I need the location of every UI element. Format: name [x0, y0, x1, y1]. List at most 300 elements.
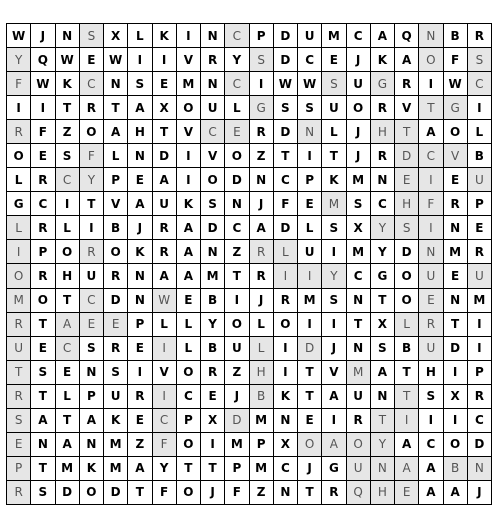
grid-cell[interactable]: M	[104, 433, 128, 457]
grid-cell[interactable]: M	[322, 24, 346, 48]
grid-cell[interactable]: L	[395, 313, 419, 337]
grid-cell[interactable]: O	[7, 264, 31, 288]
grid-cell[interactable]: Y	[7, 48, 31, 72]
grid-cell[interactable]: P	[7, 457, 31, 481]
grid-cell[interactable]: W	[104, 48, 128, 72]
grid-cell[interactable]: W	[153, 289, 177, 313]
grid-cell[interactable]: J	[298, 457, 322, 481]
grid-cell[interactable]: J	[347, 144, 371, 168]
grid-cell[interactable]: H	[419, 361, 443, 385]
grid-cell[interactable]: N	[298, 120, 322, 144]
grid-cell[interactable]: T	[347, 313, 371, 337]
grid-cell[interactable]: Y	[371, 433, 395, 457]
grid-cell[interactable]: P	[225, 457, 249, 481]
grid-cell[interactable]: P	[250, 433, 274, 457]
grid-cell[interactable]: J	[347, 120, 371, 144]
grid-cell[interactable]: R	[31, 168, 55, 192]
grid-cell[interactable]: U	[419, 337, 443, 361]
grid-cell[interactable]: O	[104, 240, 128, 264]
grid-cell[interactable]: V	[444, 144, 468, 168]
grid-cell[interactable]: U	[104, 385, 128, 409]
grid-cell[interactable]: D	[298, 337, 322, 361]
grid-cell[interactable]: E	[468, 216, 492, 240]
grid-cell[interactable]: S	[80, 24, 104, 48]
grid-cell[interactable]: A	[177, 216, 201, 240]
grid-cell[interactable]: C	[153, 409, 177, 433]
grid-cell[interactable]: E	[153, 72, 177, 96]
grid-cell[interactable]: S	[128, 72, 152, 96]
grid-cell[interactable]: Q	[31, 48, 55, 72]
grid-cell[interactable]: E	[104, 313, 128, 337]
grid-cell[interactable]: M	[347, 168, 371, 192]
grid-cell[interactable]: A	[419, 481, 443, 505]
grid-cell[interactable]: C	[419, 144, 443, 168]
grid-cell[interactable]: K	[80, 457, 104, 481]
grid-cell[interactable]: I	[468, 313, 492, 337]
grid-cell[interactable]: D	[104, 289, 128, 313]
grid-cell[interactable]: V	[201, 144, 225, 168]
grid-cell[interactable]: J	[322, 337, 346, 361]
grid-cell[interactable]: D	[274, 24, 298, 48]
grid-cell[interactable]: T	[395, 120, 419, 144]
grid-cell[interactable]: T	[371, 289, 395, 313]
grid-cell[interactable]: O	[347, 433, 371, 457]
grid-cell[interactable]: M	[298, 289, 322, 313]
grid-cell[interactable]: J	[201, 481, 225, 505]
grid-cell[interactable]: F	[274, 192, 298, 216]
grid-cell[interactable]: V	[177, 120, 201, 144]
grid-cell[interactable]: S	[322, 216, 346, 240]
grid-cell[interactable]: L	[322, 120, 346, 144]
grid-cell[interactable]: N	[274, 409, 298, 433]
grid-cell[interactable]: M	[322, 192, 346, 216]
grid-cell[interactable]: U	[347, 72, 371, 96]
grid-cell[interactable]: R	[7, 313, 31, 337]
grid-cell[interactable]: O	[177, 361, 201, 385]
grid-cell[interactable]: X	[444, 385, 468, 409]
grid-cell[interactable]: B	[201, 337, 225, 361]
grid-cell[interactable]: C	[225, 24, 249, 48]
grid-cell[interactable]: A	[395, 457, 419, 481]
grid-cell[interactable]: K	[153, 24, 177, 48]
grid-cell[interactable]: R	[31, 216, 55, 240]
grid-cell[interactable]: P	[468, 361, 492, 385]
grid-cell[interactable]: T	[31, 457, 55, 481]
grid-cell[interactable]: N	[347, 289, 371, 313]
grid-cell[interactable]: I	[128, 48, 152, 72]
grid-cell[interactable]: J	[250, 289, 274, 313]
grid-cell[interactable]: I	[419, 168, 443, 192]
grid-cell[interactable]: W	[298, 72, 322, 96]
grid-cell[interactable]: R	[7, 120, 31, 144]
grid-cell[interactable]: S	[31, 481, 55, 505]
grid-cell[interactable]: G	[322, 457, 346, 481]
grid-cell[interactable]: M	[201, 264, 225, 288]
grid-cell[interactable]: Z	[56, 120, 80, 144]
grid-cell[interactable]: M	[250, 457, 274, 481]
grid-cell[interactable]: K	[274, 385, 298, 409]
grid-cell[interactable]: S	[201, 192, 225, 216]
grid-cell[interactable]: F	[419, 192, 443, 216]
grid-cell[interactable]: B	[444, 457, 468, 481]
grid-cell[interactable]: T	[298, 361, 322, 385]
grid-cell[interactable]: E	[31, 337, 55, 361]
grid-cell[interactable]: A	[56, 433, 80, 457]
grid-cell[interactable]: A	[56, 313, 80, 337]
grid-cell[interactable]: I	[444, 409, 468, 433]
grid-cell[interactable]: O	[225, 144, 249, 168]
grid-cell[interactable]: U	[419, 264, 443, 288]
grid-cell[interactable]: D	[444, 337, 468, 361]
grid-cell[interactable]: F	[153, 433, 177, 457]
grid-cell[interactable]: R	[201, 48, 225, 72]
grid-cell[interactable]: E	[444, 264, 468, 288]
grid-cell[interactable]: M	[468, 289, 492, 313]
grid-cell[interactable]: O	[80, 120, 104, 144]
grid-cell[interactable]: A	[177, 240, 201, 264]
grid-cell[interactable]: T	[395, 385, 419, 409]
grid-cell[interactable]: T	[395, 361, 419, 385]
grid-cell[interactable]: K	[177, 192, 201, 216]
grid-cell[interactable]: E	[201, 385, 225, 409]
grid-cell[interactable]: D	[274, 48, 298, 72]
grid-cell[interactable]: H	[371, 120, 395, 144]
grid-cell[interactable]: E	[395, 168, 419, 192]
grid-cell[interactable]: F	[31, 120, 55, 144]
grid-cell[interactable]: F	[225, 481, 249, 505]
grid-cell[interactable]: R	[153, 216, 177, 240]
grid-cell[interactable]: O	[31, 289, 55, 313]
grid-cell[interactable]: U	[201, 96, 225, 120]
grid-cell[interactable]: C	[468, 409, 492, 433]
grid-cell[interactable]: S	[419, 385, 443, 409]
grid-cell[interactable]: R	[7, 385, 31, 409]
grid-cell[interactable]: E	[128, 168, 152, 192]
grid-cell[interactable]: U	[468, 168, 492, 192]
grid-cell[interactable]: S	[322, 72, 346, 96]
grid-cell[interactable]: R	[104, 337, 128, 361]
grid-cell[interactable]: N	[31, 433, 55, 457]
grid-cell[interactable]: B	[395, 337, 419, 361]
grid-cell[interactable]: U	[298, 24, 322, 48]
grid-cell[interactable]: B	[104, 216, 128, 240]
grid-cell[interactable]: I	[153, 385, 177, 409]
grid-cell[interactable]: S	[298, 96, 322, 120]
grid-cell[interactable]: U	[347, 457, 371, 481]
grid-cell[interactable]: H	[56, 264, 80, 288]
grid-cell[interactable]: O	[201, 168, 225, 192]
grid-cell[interactable]: R	[201, 361, 225, 385]
grid-cell[interactable]: I	[419, 72, 443, 96]
grid-cell[interactable]: F	[7, 72, 31, 96]
grid-cell[interactable]: U	[80, 264, 104, 288]
grid-cell[interactable]: C	[201, 120, 225, 144]
grid-cell[interactable]: T	[56, 96, 80, 120]
grid-cell[interactable]: E	[298, 192, 322, 216]
grid-cell[interactable]: M	[225, 433, 249, 457]
grid-cell[interactable]: T	[225, 264, 249, 288]
grid-cell[interactable]: O	[274, 313, 298, 337]
grid-cell[interactable]: Q	[395, 24, 419, 48]
grid-cell[interactable]: I	[225, 289, 249, 313]
grid-cell[interactable]: S	[274, 96, 298, 120]
grid-cell[interactable]: O	[395, 264, 419, 288]
grid-cell[interactable]: V	[395, 96, 419, 120]
grid-cell[interactable]: L	[7, 216, 31, 240]
grid-cell[interactable]: I	[274, 361, 298, 385]
grid-cell[interactable]: I	[322, 313, 346, 337]
grid-cell[interactable]: R	[347, 409, 371, 433]
grid-cell[interactable]: R	[468, 240, 492, 264]
grid-cell[interactable]: S	[347, 192, 371, 216]
grid-cell[interactable]: D	[201, 216, 225, 240]
grid-cell[interactable]: K	[56, 72, 80, 96]
grid-cell[interactable]: S	[104, 361, 128, 385]
grid-cell[interactable]: J	[31, 24, 55, 48]
grid-cell[interactable]: A	[128, 192, 152, 216]
grid-cell[interactable]: I	[395, 409, 419, 433]
grid-cell[interactable]: C	[274, 168, 298, 192]
grid-cell[interactable]: I	[177, 168, 201, 192]
grid-cell[interactable]: N	[128, 144, 152, 168]
grid-cell[interactable]: J	[128, 216, 152, 240]
grid-cell[interactable]: S	[56, 144, 80, 168]
grid-cell[interactable]: D	[225, 168, 249, 192]
grid-cell[interactable]: A	[153, 168, 177, 192]
grid-cell[interactable]: A	[371, 361, 395, 385]
grid-cell[interactable]: D	[395, 240, 419, 264]
grid-cell[interactable]: V	[104, 192, 128, 216]
grid-cell[interactable]: S	[31, 361, 55, 385]
grid-cell[interactable]: A	[395, 48, 419, 72]
grid-cell[interactable]: W	[7, 24, 31, 48]
grid-cell[interactable]: S	[468, 48, 492, 72]
grid-cell[interactable]: I	[153, 48, 177, 72]
grid-cell[interactable]: I	[274, 264, 298, 288]
grid-cell[interactable]: I	[298, 144, 322, 168]
grid-cell[interactable]: R	[419, 313, 443, 337]
grid-cell[interactable]: I	[153, 337, 177, 361]
grid-cell[interactable]: O	[444, 120, 468, 144]
grid-cell[interactable]: A	[444, 481, 468, 505]
grid-cell[interactable]: E	[298, 409, 322, 433]
grid-cell[interactable]: S	[395, 216, 419, 240]
grid-cell[interactable]: C	[31, 192, 55, 216]
grid-cell[interactable]: L	[274, 240, 298, 264]
grid-cell[interactable]: O	[177, 481, 201, 505]
grid-cell[interactable]: R	[274, 289, 298, 313]
grid-cell[interactable]: R	[371, 96, 395, 120]
grid-cell[interactable]: Z	[128, 433, 152, 457]
grid-cell[interactable]: B	[201, 289, 225, 313]
grid-cell[interactable]: L	[250, 337, 274, 361]
grid-cell[interactable]: N	[201, 72, 225, 96]
grid-cell[interactable]: E	[225, 120, 249, 144]
grid-cell[interactable]: Q	[347, 481, 371, 505]
grid-cell[interactable]: P	[104, 168, 128, 192]
grid-cell[interactable]: X	[153, 96, 177, 120]
grid-cell[interactable]: G	[371, 72, 395, 96]
grid-cell[interactable]: N	[371, 168, 395, 192]
grid-cell[interactable]: C	[347, 264, 371, 288]
grid-cell[interactable]: P	[177, 409, 201, 433]
grid-cell[interactable]: A	[104, 120, 128, 144]
grid-cell[interactable]: S	[250, 48, 274, 72]
grid-cell[interactable]: N	[56, 24, 80, 48]
grid-cell[interactable]: R	[250, 240, 274, 264]
grid-cell[interactable]: I	[274, 337, 298, 361]
grid-cell[interactable]: K	[322, 168, 346, 192]
grid-cell[interactable]: I	[419, 409, 443, 433]
grid-cell[interactable]: K	[371, 48, 395, 72]
grid-cell[interactable]: T	[298, 481, 322, 505]
grid-cell[interactable]: L	[56, 385, 80, 409]
grid-cell[interactable]: L	[7, 168, 31, 192]
grid-cell[interactable]: Y	[153, 457, 177, 481]
grid-cell[interactable]: R	[468, 385, 492, 409]
grid-cell[interactable]: L	[128, 24, 152, 48]
grid-cell[interactable]: M	[7, 289, 31, 313]
grid-cell[interactable]: T	[419, 96, 443, 120]
grid-cell[interactable]: D	[395, 144, 419, 168]
grid-cell[interactable]: I	[298, 264, 322, 288]
grid-cell[interactable]: N	[371, 457, 395, 481]
grid-cell[interactable]: M	[177, 72, 201, 96]
grid-cell[interactable]: Y	[201, 313, 225, 337]
grid-cell[interactable]: E	[419, 289, 443, 313]
grid-cell[interactable]: R	[250, 120, 274, 144]
grid-cell[interactable]: P	[250, 24, 274, 48]
grid-cell[interactable]: Z	[225, 240, 249, 264]
grid-cell[interactable]: G	[371, 264, 395, 288]
grid-cell[interactable]: I	[201, 433, 225, 457]
grid-cell[interactable]: N	[80, 433, 104, 457]
grid-cell[interactable]: S	[371, 337, 395, 361]
grid-cell[interactable]: P	[31, 240, 55, 264]
grid-cell[interactable]: W	[31, 72, 55, 96]
grid-cell[interactable]: A	[31, 409, 55, 433]
grid-cell[interactable]: C	[468, 72, 492, 96]
grid-cell[interactable]: O	[177, 96, 201, 120]
grid-cell[interactable]: U	[322, 96, 346, 120]
grid-cell[interactable]: T	[274, 144, 298, 168]
grid-cell[interactable]: T	[80, 192, 104, 216]
grid-cell[interactable]: E	[56, 361, 80, 385]
grid-cell[interactable]: V	[322, 361, 346, 385]
grid-cell[interactable]: T	[7, 361, 31, 385]
grid-cell[interactable]: X	[371, 313, 395, 337]
grid-cell[interactable]: C	[80, 72, 104, 96]
grid-cell[interactable]: F	[80, 144, 104, 168]
grid-cell[interactable]: N	[371, 385, 395, 409]
grid-cell[interactable]: R	[468, 24, 492, 48]
grid-cell[interactable]: C	[371, 192, 395, 216]
grid-cell[interactable]: C	[419, 433, 443, 457]
grid-cell[interactable]: O	[395, 289, 419, 313]
grid-cell[interactable]: M	[347, 240, 371, 264]
grid-cell[interactable]: N	[250, 168, 274, 192]
grid-cell[interactable]: P	[80, 385, 104, 409]
grid-cell[interactable]: X	[201, 409, 225, 433]
grid-cell[interactable]: E	[177, 289, 201, 313]
grid-cell[interactable]: I	[7, 240, 31, 264]
grid-cell[interactable]: M	[104, 457, 128, 481]
grid-cell[interactable]: A	[250, 216, 274, 240]
grid-cell[interactable]: J	[468, 481, 492, 505]
grid-cell[interactable]: S	[322, 289, 346, 313]
grid-cell[interactable]: U	[347, 385, 371, 409]
grid-cell[interactable]: U	[225, 337, 249, 361]
grid-cell[interactable]: I	[80, 216, 104, 240]
grid-cell[interactable]: N	[468, 457, 492, 481]
grid-cell[interactable]: A	[80, 409, 104, 433]
grid-cell[interactable]: Y	[371, 240, 395, 264]
grid-cell[interactable]: E	[31, 144, 55, 168]
grid-cell[interactable]: E	[322, 48, 346, 72]
grid-cell[interactable]: R	[322, 481, 346, 505]
grid-cell[interactable]: T	[322, 144, 346, 168]
grid-cell[interactable]: O	[7, 144, 31, 168]
grid-cell[interactable]: I	[250, 72, 274, 96]
grid-cell[interactable]: R	[444, 192, 468, 216]
grid-cell[interactable]: I	[31, 96, 55, 120]
grid-cell[interactable]: C	[225, 216, 249, 240]
grid-cell[interactable]: C	[298, 48, 322, 72]
grid-cell[interactable]: I	[177, 24, 201, 48]
grid-cell[interactable]: A	[177, 264, 201, 288]
grid-cell[interactable]: W	[444, 72, 468, 96]
grid-cell[interactable]: N	[128, 264, 152, 288]
grid-cell[interactable]: D	[274, 120, 298, 144]
grid-cell[interactable]: U	[153, 192, 177, 216]
grid-cell[interactable]: N	[104, 72, 128, 96]
grid-cell[interactable]: M	[56, 457, 80, 481]
grid-cell[interactable]: Z	[250, 481, 274, 505]
grid-cell[interactable]: B	[250, 385, 274, 409]
grid-cell[interactable]: U	[468, 264, 492, 288]
grid-cell[interactable]: J	[250, 192, 274, 216]
grid-cell[interactable]: T	[298, 385, 322, 409]
grid-cell[interactable]: D	[153, 144, 177, 168]
grid-cell[interactable]: K	[128, 240, 152, 264]
grid-cell[interactable]: O	[419, 48, 443, 72]
grid-cell[interactable]: D	[468, 433, 492, 457]
grid-cell[interactable]: A	[128, 457, 152, 481]
grid-cell[interactable]: C	[225, 72, 249, 96]
grid-cell[interactable]: Z	[225, 361, 249, 385]
grid-cell[interactable]: I	[177, 144, 201, 168]
grid-cell[interactable]: G	[7, 192, 31, 216]
grid-cell[interactable]: N	[80, 361, 104, 385]
grid-cell[interactable]: Z	[250, 144, 274, 168]
grid-cell[interactable]: I	[322, 409, 346, 433]
grid-cell[interactable]: P	[128, 313, 152, 337]
grid-cell[interactable]: R	[395, 72, 419, 96]
grid-cell[interactable]: T	[56, 289, 80, 313]
grid-cell[interactable]: E	[128, 337, 152, 361]
grid-cell[interactable]: N	[347, 337, 371, 361]
grid-cell[interactable]: G	[444, 96, 468, 120]
grid-cell[interactable]: V	[177, 48, 201, 72]
grid-cell[interactable]: E	[80, 48, 104, 72]
grid-cell[interactable]: I	[56, 192, 80, 216]
grid-cell[interactable]: R	[80, 96, 104, 120]
grid-cell[interactable]: K	[104, 409, 128, 433]
grid-cell[interactable]: N	[201, 24, 225, 48]
grid-cell[interactable]: D	[56, 481, 80, 505]
grid-cell[interactable]: A	[322, 433, 346, 457]
grid-cell[interactable]: N	[274, 481, 298, 505]
